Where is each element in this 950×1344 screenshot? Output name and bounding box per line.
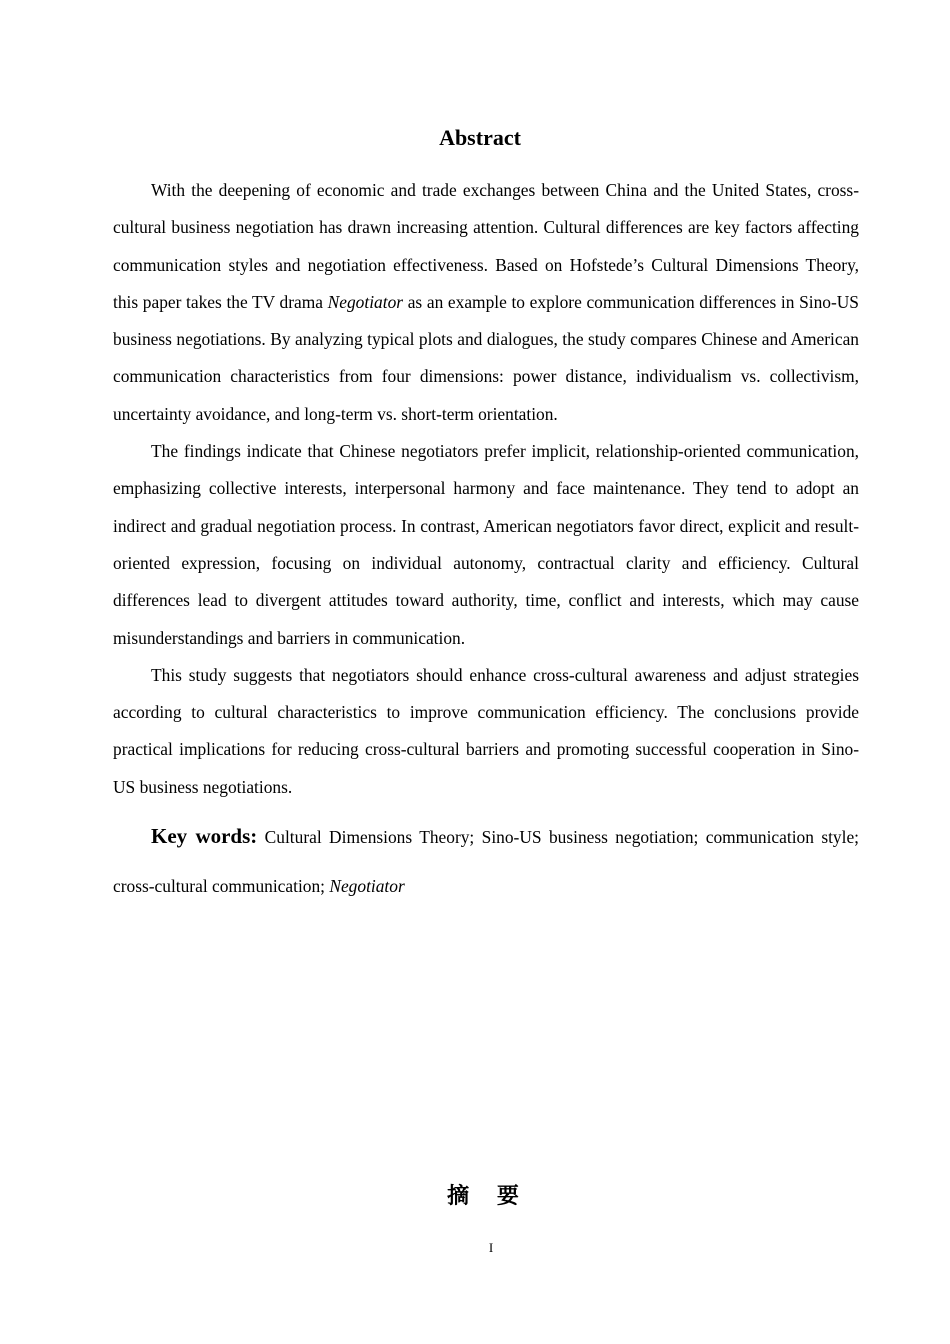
abstract-paragraph-2 [113,433,859,657]
abstract-paragraph-3 [113,657,859,806]
keywords-line [113,812,859,911]
paragraph-text: as an example to explore communication differences in Sino-US business negotiations. By analyzing typical plots and dialogues, the study compares Chinese and American communication characteristics from four dimensions: power distance, individualism vs. collectivism, uncertainty avoidance, and long-term vs. short-term orientation. [113,291,859,424]
abstract-title: Abstract [439,125,521,150]
drama-title-italic: Negotiator [327,291,404,312]
paragraph-text: With the deepening of economic and trade exchanges between China and the United States, cross-cultural business negotiation has drawn increasing attention. Cultural differences are key factors affecting communication styles and negotiation effectiveness. Based on Hofstede’s Cultural Dimensions Theory, this paper takes the TV drama [113,180,859,312]
abstract-paragraph-1 [113,172,859,433]
abstract-body [113,172,859,911]
keywords-label: Key words: [151,824,258,849]
keywords-text: Cultural Dimensions Theory; Sino-US business negotiation; communication style; cross-cultural communication; [113,827,859,897]
paragraph-text: The findings indicate that Chinese negotiators prefer implicit, relationship-oriented communication, emphasizing collective interests, interpersonal harmony and face maintenance. They tend to adopt an indirect and gradual negotiation process. In contrast, American negotiators favor direct, explicit and result-oriented expression, focusing on individual autonomy, contractual clarity and efficiency. Cultural differences lead to divergent attitudes toward authority, time, conflict and interests, which may cause misunderstandings and barriers in communication. [113,441,859,648]
page-number: I [488,1240,494,1255]
keywords-drama-italic: Negotiator [329,876,405,897]
chinese-abstract-title: 摘 要 [447,1184,529,1209]
paragraph-text: This study suggests that negotiators should enhance cross-cultural awareness and adjust strategies according to cultural characteristics to improve communication efficiency. The conclusions provide practical implications for reducing cross-cultural barriers and promoting successful cooperation in Sino-US business negotiations. [113,664,859,797]
